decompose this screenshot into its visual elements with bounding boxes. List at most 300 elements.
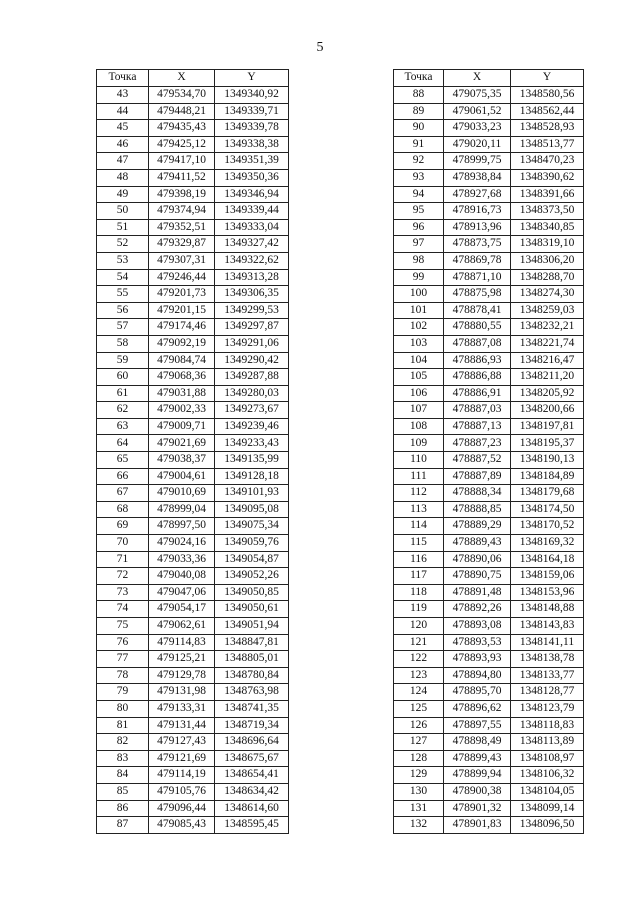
cell-x: 478916,73 [444, 203, 511, 220]
cell-point: 81 [97, 717, 149, 734]
cell-x: 478999,75 [444, 153, 511, 170]
cell-point: 70 [97, 535, 149, 552]
table-row [394, 302, 584, 319]
table-row [97, 800, 289, 817]
cell-x: 478901,83 [444, 817, 511, 834]
cell-y: 1349340,92 [215, 87, 289, 104]
cell-point: 119 [394, 601, 444, 618]
cell-point: 86 [97, 800, 149, 817]
cell-y: 1349306,35 [215, 286, 289, 303]
table-row [394, 485, 584, 502]
cell-x: 478901,32 [444, 800, 511, 817]
cell-point: 58 [97, 335, 149, 352]
cell-point: 62 [97, 402, 149, 419]
cell-point: 64 [97, 435, 149, 452]
cell-point: 50 [97, 203, 149, 220]
cell-y: 1348259,03 [511, 302, 584, 319]
cell-x: 478900,38 [444, 783, 511, 800]
header-x: X [149, 70, 215, 87]
table-row [97, 700, 289, 717]
cell-y: 1348099,14 [511, 800, 584, 817]
table-row [97, 485, 289, 502]
cell-x: 478889,29 [444, 518, 511, 535]
cell-x: 478893,53 [444, 634, 511, 651]
table-row [97, 501, 289, 518]
table-row [394, 103, 584, 120]
cell-y: 1349059,76 [215, 535, 289, 552]
cell-point: 126 [394, 717, 444, 734]
cell-point: 85 [97, 783, 149, 800]
cell-x: 478895,70 [444, 684, 511, 701]
table-row [97, 252, 289, 269]
cell-x: 479061,52 [444, 103, 511, 120]
table-row [97, 684, 289, 701]
table-row [394, 203, 584, 220]
table-row [394, 817, 584, 834]
cell-x: 479131,44 [149, 717, 215, 734]
table-row [97, 335, 289, 352]
cell-x: 478880,55 [444, 319, 511, 336]
cell-x: 478890,06 [444, 551, 511, 568]
table-row [97, 518, 289, 535]
cell-point: 123 [394, 667, 444, 684]
cell-x: 478892,26 [444, 601, 511, 618]
table-row [97, 634, 289, 651]
cell-x: 479131,98 [149, 684, 215, 701]
cell-y: 1348143,83 [511, 618, 584, 635]
header-x: X [444, 70, 511, 87]
cell-y: 1348319,10 [511, 236, 584, 253]
cell-y: 1348148,88 [511, 601, 584, 618]
table-row [97, 402, 289, 419]
table-row [97, 352, 289, 369]
cell-y: 1348696,64 [215, 734, 289, 751]
cell-x: 478886,88 [444, 369, 511, 386]
cell-point: 60 [97, 369, 149, 386]
cell-y: 1349290,42 [215, 352, 289, 369]
header-point: Точка [394, 70, 444, 87]
table-row [394, 468, 584, 485]
cell-x: 479075,35 [444, 87, 511, 104]
cell-point: 44 [97, 103, 149, 120]
cell-y: 1348513,77 [511, 136, 584, 153]
table-row [97, 452, 289, 469]
table-row [394, 618, 584, 635]
cell-y: 1348805,01 [215, 651, 289, 668]
cell-x: 478886,91 [444, 385, 511, 402]
cell-point: 45 [97, 120, 149, 137]
cell-x: 479021,69 [149, 435, 215, 452]
cell-y: 1349052,26 [215, 568, 289, 585]
table-row [394, 252, 584, 269]
cell-y: 1348169,32 [511, 535, 584, 552]
cell-x: 478893,93 [444, 651, 511, 668]
cell-point: 78 [97, 667, 149, 684]
cell-x: 478927,68 [444, 186, 511, 203]
cell-y: 1348118,83 [511, 717, 584, 734]
cell-y: 1349322,62 [215, 252, 289, 269]
cell-x: 478887,08 [444, 335, 511, 352]
table-row [394, 269, 584, 286]
table-row [97, 269, 289, 286]
cell-point: 107 [394, 402, 444, 419]
cell-x: 478896,62 [444, 700, 511, 717]
header-y: Y [511, 70, 584, 87]
table-row [394, 584, 584, 601]
table-row [394, 734, 584, 751]
cell-y: 1348595,45 [215, 817, 289, 834]
cell-point: 46 [97, 136, 149, 153]
table-row [97, 136, 289, 153]
table-row [97, 584, 289, 601]
table-row [97, 767, 289, 784]
cell-point: 75 [97, 618, 149, 635]
cell-x: 479062,61 [149, 618, 215, 635]
cell-x: 478878,41 [444, 302, 511, 319]
cell-point: 112 [394, 485, 444, 502]
table-row [97, 535, 289, 552]
cell-point: 72 [97, 568, 149, 585]
cell-y: 1348763,98 [215, 684, 289, 701]
table-row [394, 153, 584, 170]
cell-x: 479121,69 [149, 750, 215, 767]
cell-y: 1348141,11 [511, 634, 584, 651]
cell-x: 478887,23 [444, 435, 511, 452]
table-row [394, 136, 584, 153]
table-row [394, 352, 584, 369]
cell-point: 67 [97, 485, 149, 502]
table-row [97, 219, 289, 236]
cell-point: 54 [97, 269, 149, 286]
cell-point: 117 [394, 568, 444, 585]
cell-y: 1348200,66 [511, 402, 584, 419]
cell-y: 1348096,50 [511, 817, 584, 834]
cell-point: 79 [97, 684, 149, 701]
table-row [394, 800, 584, 817]
cell-x: 479084,74 [149, 352, 215, 369]
cell-x: 478890,75 [444, 568, 511, 585]
cell-x: 478887,13 [444, 418, 511, 435]
cell-y: 1348580,56 [511, 87, 584, 104]
cell-y: 1348340,85 [511, 219, 584, 236]
cell-y: 1348153,96 [511, 584, 584, 601]
cell-x: 479092,19 [149, 335, 215, 352]
cell-point: 55 [97, 286, 149, 303]
cell-y: 1348128,77 [511, 684, 584, 701]
table-row [97, 203, 289, 220]
table-row [97, 817, 289, 834]
cell-point: 94 [394, 186, 444, 203]
cell-y: 1348170,52 [511, 518, 584, 535]
table-row [97, 87, 289, 104]
cell-x: 479054,17 [149, 601, 215, 618]
table-row [394, 667, 584, 684]
cell-point: 48 [97, 169, 149, 186]
cell-x: 478898,49 [444, 734, 511, 751]
cell-y: 1349351,39 [215, 153, 289, 170]
cell-point: 61 [97, 385, 149, 402]
cell-x: 479085,43 [149, 817, 215, 834]
cell-point: 131 [394, 800, 444, 817]
cell-point: 116 [394, 551, 444, 568]
cell-point: 121 [394, 634, 444, 651]
table-row [394, 535, 584, 552]
table-row [97, 369, 289, 386]
cell-x: 478873,75 [444, 236, 511, 253]
cell-y: 1348205,92 [511, 385, 584, 402]
cell-point: 89 [394, 103, 444, 120]
cell-point: 130 [394, 783, 444, 800]
cell-point: 129 [394, 767, 444, 784]
cell-point: 56 [97, 302, 149, 319]
cell-y: 1348179,68 [511, 485, 584, 502]
cell-y: 1349128,18 [215, 468, 289, 485]
cell-y: 1348780,84 [215, 667, 289, 684]
cell-x: 478999,04 [149, 501, 215, 518]
cell-y: 1349280,03 [215, 385, 289, 402]
table-row [97, 418, 289, 435]
page-number: 5 [316, 40, 324, 55]
table-row [394, 402, 584, 419]
table-row [97, 750, 289, 767]
cell-point: 108 [394, 418, 444, 435]
cell-y: 1348211,20 [511, 369, 584, 386]
cell-y: 1348216,47 [511, 352, 584, 369]
table-row [97, 667, 289, 684]
cell-point: 93 [394, 169, 444, 186]
cell-x: 478997,50 [149, 518, 215, 535]
table-row [97, 319, 289, 336]
cell-point: 114 [394, 518, 444, 535]
cell-x: 478938,84 [444, 169, 511, 186]
cell-y: 1349299,53 [215, 302, 289, 319]
cell-y: 1348133,77 [511, 667, 584, 684]
cell-point: 128 [394, 750, 444, 767]
cell-x: 479448,21 [149, 103, 215, 120]
cell-x: 478891,48 [444, 584, 511, 601]
cell-y: 1348195,37 [511, 435, 584, 452]
cell-x: 478887,03 [444, 402, 511, 419]
cell-x: 478894,80 [444, 667, 511, 684]
table-row [394, 767, 584, 784]
table-row [394, 335, 584, 352]
cell-y: 1348232,21 [511, 319, 584, 336]
cell-x: 478888,85 [444, 501, 511, 518]
table-row [97, 169, 289, 186]
cell-point: 95 [394, 203, 444, 220]
cell-y: 1349050,85 [215, 584, 289, 601]
table-row [97, 153, 289, 170]
table-row [97, 734, 289, 751]
cell-x: 479246,44 [149, 269, 215, 286]
cell-x: 478869,78 [444, 252, 511, 269]
cell-x: 479133,31 [149, 700, 215, 717]
cell-x: 479105,76 [149, 783, 215, 800]
cell-y: 1348741,35 [215, 700, 289, 717]
table-row [394, 568, 584, 585]
cell-point: 124 [394, 684, 444, 701]
cell-point: 110 [394, 452, 444, 469]
cell-y: 1348470,23 [511, 153, 584, 170]
cell-y: 1349327,42 [215, 236, 289, 253]
cell-y: 1348164,18 [511, 551, 584, 568]
cell-point: 109 [394, 435, 444, 452]
cell-point: 125 [394, 700, 444, 717]
cell-y: 1349273,67 [215, 402, 289, 419]
cell-point: 127 [394, 734, 444, 751]
cell-x: 478871,10 [444, 269, 511, 286]
cell-y: 1349239,46 [215, 418, 289, 435]
table-row [97, 601, 289, 618]
cell-x: 479020,11 [444, 136, 511, 153]
cell-point: 63 [97, 418, 149, 435]
cell-y: 1348675,67 [215, 750, 289, 767]
cell-point: 92 [394, 153, 444, 170]
table-row [394, 435, 584, 452]
cell-point: 100 [394, 286, 444, 303]
cell-point: 91 [394, 136, 444, 153]
cell-point: 88 [394, 87, 444, 104]
cell-point: 83 [97, 750, 149, 767]
cell-x: 478889,43 [444, 535, 511, 552]
cell-point: 76 [97, 634, 149, 651]
table-row [394, 684, 584, 701]
cell-point: 80 [97, 700, 149, 717]
cell-point: 113 [394, 501, 444, 518]
cell-y: 1349350,36 [215, 169, 289, 186]
header-y: Y [215, 70, 289, 87]
cell-x: 479127,43 [149, 734, 215, 751]
cell-point: 52 [97, 236, 149, 253]
cell-y: 1348288,70 [511, 269, 584, 286]
cell-y: 1348159,06 [511, 568, 584, 585]
cell-y: 1349291,06 [215, 335, 289, 352]
table-row [97, 717, 289, 734]
cell-point: 69 [97, 518, 149, 535]
table-row [394, 418, 584, 435]
cell-y: 1348221,74 [511, 335, 584, 352]
cell-x: 478893,08 [444, 618, 511, 635]
cell-y: 1349051,94 [215, 618, 289, 635]
cell-x: 479114,83 [149, 634, 215, 651]
cell-point: 99 [394, 269, 444, 286]
cell-point: 53 [97, 252, 149, 269]
table-row [394, 319, 584, 336]
cell-x: 479038,37 [149, 452, 215, 469]
cell-x: 479352,51 [149, 219, 215, 236]
cell-y: 1349346,94 [215, 186, 289, 203]
table-row [394, 236, 584, 253]
cell-y: 1349135,99 [215, 452, 289, 469]
cell-y: 1348138,78 [511, 651, 584, 668]
cell-point: 71 [97, 551, 149, 568]
cell-y: 1348197,81 [511, 418, 584, 435]
cell-y: 1348108,97 [511, 750, 584, 767]
cell-point: 105 [394, 369, 444, 386]
coordinates-table-right [393, 69, 584, 834]
cell-x: 479201,15 [149, 302, 215, 319]
cell-x: 479129,78 [149, 667, 215, 684]
cell-x: 478875,98 [444, 286, 511, 303]
cell-point: 101 [394, 302, 444, 319]
cell-y: 1349054,87 [215, 551, 289, 568]
cell-x: 479033,23 [444, 120, 511, 137]
table-row [97, 618, 289, 635]
cell-point: 115 [394, 535, 444, 552]
table-row [97, 385, 289, 402]
table-row [394, 750, 584, 767]
cell-x: 479425,12 [149, 136, 215, 153]
cell-x: 479534,70 [149, 87, 215, 104]
cell-y: 1348104,05 [511, 783, 584, 800]
cell-x: 479125,21 [149, 651, 215, 668]
table-row [394, 501, 584, 518]
table-row [394, 700, 584, 717]
cell-point: 77 [97, 651, 149, 668]
cell-y: 1348123,79 [511, 700, 584, 717]
cell-x: 479010,69 [149, 485, 215, 502]
cell-y: 1349338,38 [215, 136, 289, 153]
table-row [97, 651, 289, 668]
cell-y: 1348174,50 [511, 501, 584, 518]
cell-y: 1349287,88 [215, 369, 289, 386]
cell-point: 59 [97, 352, 149, 369]
table-row [394, 286, 584, 303]
cell-x: 479398,19 [149, 186, 215, 203]
cell-point: 118 [394, 584, 444, 601]
table-row [394, 87, 584, 104]
cell-x: 478899,94 [444, 767, 511, 784]
cell-point: 43 [97, 87, 149, 104]
table-row [394, 452, 584, 469]
cell-y: 1348306,20 [511, 252, 584, 269]
table-row [394, 518, 584, 535]
cell-point: 111 [394, 468, 444, 485]
table-row [394, 369, 584, 386]
coordinates-table-left [96, 69, 289, 834]
cell-point: 84 [97, 767, 149, 784]
cell-point: 87 [97, 817, 149, 834]
cell-y: 1348654,41 [215, 767, 289, 784]
table-row [394, 634, 584, 651]
cell-y: 1349050,61 [215, 601, 289, 618]
cell-x: 479004,61 [149, 468, 215, 485]
cell-y: 1348113,89 [511, 734, 584, 751]
cell-x: 479174,46 [149, 319, 215, 336]
cell-point: 90 [394, 120, 444, 137]
cell-y: 1349313,28 [215, 269, 289, 286]
cell-x: 478888,34 [444, 485, 511, 502]
cell-point: 49 [97, 186, 149, 203]
cell-x: 478899,43 [444, 750, 511, 767]
cell-x: 479031,88 [149, 385, 215, 402]
cell-point: 122 [394, 651, 444, 668]
cell-y: 1348184,89 [511, 468, 584, 485]
cell-x: 479201,73 [149, 286, 215, 303]
table-row [394, 186, 584, 203]
cell-y: 1348847,81 [215, 634, 289, 651]
cell-x: 479096,44 [149, 800, 215, 817]
table-row [394, 120, 584, 137]
cell-point: 106 [394, 385, 444, 402]
cell-y: 1349339,44 [215, 203, 289, 220]
cell-y: 1349333,04 [215, 219, 289, 236]
cell-x: 479068,36 [149, 369, 215, 386]
table-row [394, 651, 584, 668]
table-row [394, 385, 584, 402]
cell-x: 479417,10 [149, 153, 215, 170]
cell-y: 1348391,66 [511, 186, 584, 203]
